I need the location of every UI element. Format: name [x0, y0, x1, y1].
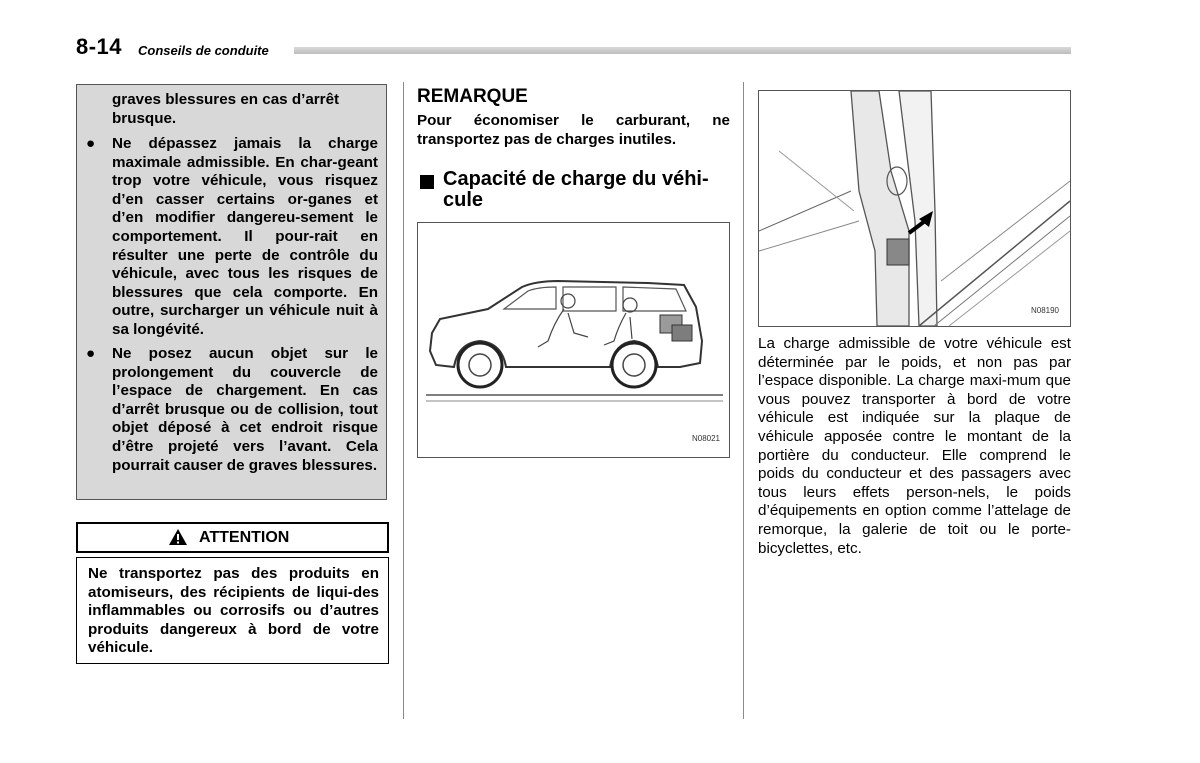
- warning-triangle-icon: [168, 528, 188, 546]
- capacity-section-title: Capacité de charge du véhi-cule: [443, 168, 709, 211]
- loaded-suv-illustration-icon: [418, 223, 729, 457]
- warning-continuation: graves blessures en cas d’arrêt brusque.: [112, 91, 340, 127]
- attention-header: [76, 522, 389, 553]
- attention-title: ATTENTION: [199, 529, 290, 546]
- warning-bullet-2: Ne posez aucun objet sur le prolongement du couvercle de l’espace de chargement. En cas d’arrêt brusque ou de collision, tout objet déposé à cet endroit risque d’être projeté vers l’avant. Cela pourrait causer de graves blessures.: [112, 345, 378, 474]
- bullet-icon: ●: [86, 345, 96, 362]
- page-number: 8-14: [76, 34, 123, 59]
- page-header: [76, 34, 1071, 60]
- door-pillar-label-illustration-icon: [759, 91, 1070, 326]
- attention-text: Ne transportez pas des produits en atomiseurs, des récipients de liqui-des inflammables ou corrosifs ou d’autres produits dangereux à bord de votre véhicule.: [88, 565, 379, 657]
- section-square-icon: [420, 175, 434, 189]
- remarque-text: Pour économiser le carburant, ne transportez pas de charges inutiles.: [417, 112, 730, 148]
- warning-box: [76, 84, 387, 500]
- capacity-paragraph: La charge admissible de votre véhicule est déterminée par le poids, et non pas par l’espace disponible. La charge maxi-mum que vous pouvez transporter à bord de votre véhicule est indiquée sur la plaque de véhicule apposée contre le montant de la portière du conducteur. Elle comprend le poids du conducteur et des passagers avec tous leurs effets person-nels, le poids d’équipements en option comme l’attelage de remorque, la galerie de toit ou le porte-bicyclettes, etc.: [758, 335, 1071, 557]
- attention-box: [76, 557, 389, 664]
- column-divider-right: [743, 82, 744, 719]
- car-load-figure: [417, 222, 730, 458]
- header-rule: [294, 47, 1071, 54]
- bullet-icon: ●: [86, 135, 96, 152]
- warning-bullet-1: Ne dépassez jamais la charge maximale admissible. En char-geant trop votre véhicule, vous risquez d’en casser certains or-ganes et d’en modifier dangereu-sement le comportement. Il pour-rait en résulter une perte de contrôle du véhicule, avec tous les risques de blessures que cela comporte. En outre, surcharger un véhicule nuit à sa longévité.: [112, 135, 378, 338]
- section-title: Conseils de conduite: [138, 43, 269, 58]
- figure-code: N08190: [1030, 306, 1059, 315]
- figure-code: N08021: [691, 434, 720, 443]
- remarque-title: REMARQUE: [417, 86, 528, 107]
- door-pillar-figure: [758, 90, 1071, 327]
- column-divider-left: [403, 82, 404, 719]
